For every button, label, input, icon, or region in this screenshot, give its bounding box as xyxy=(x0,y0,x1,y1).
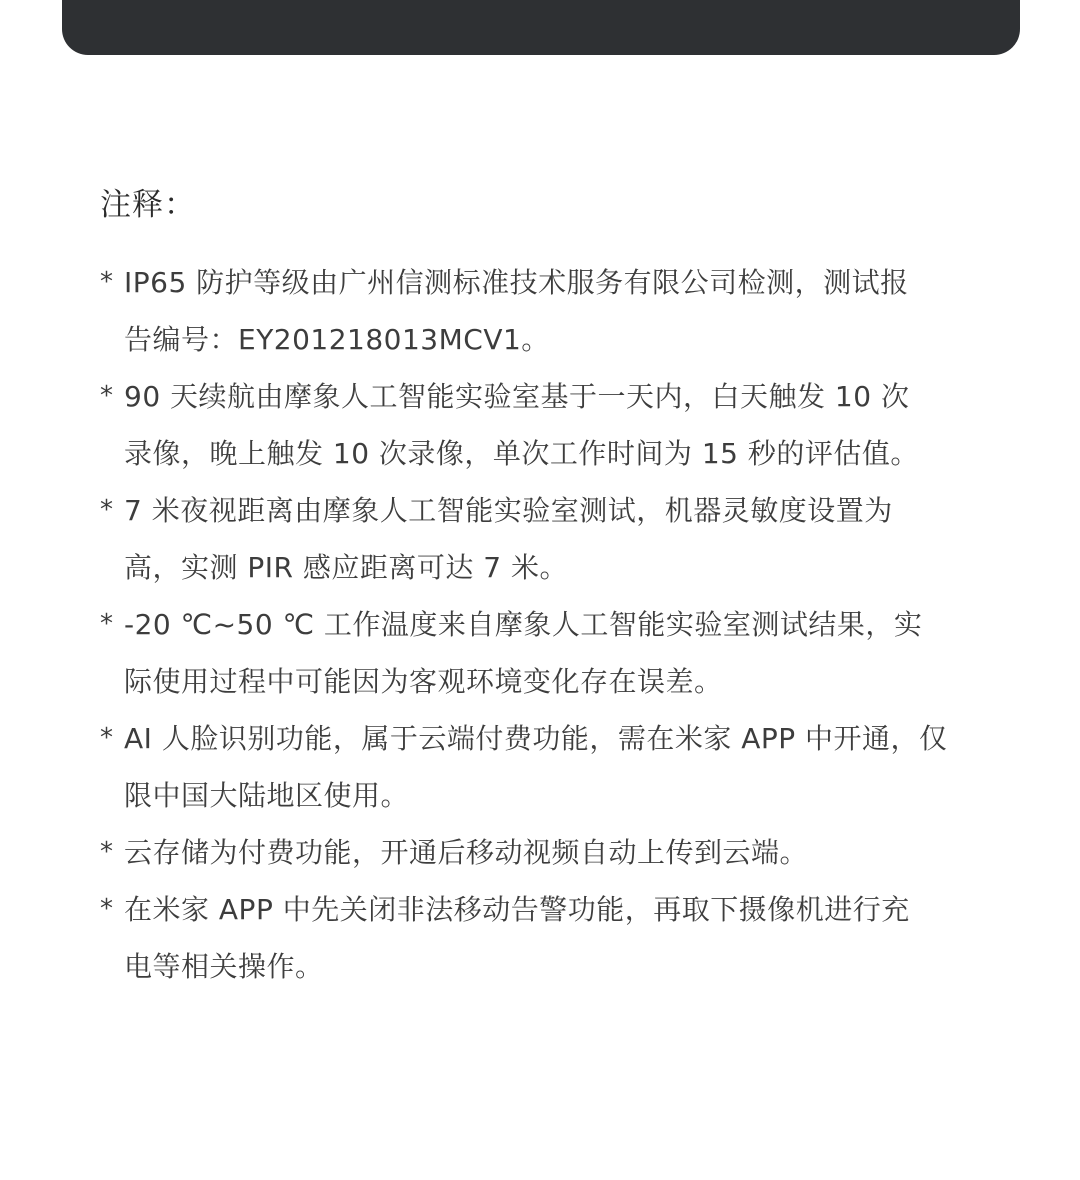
note-text: * 7 米夜视距离由摩象人工智能实验室测试，机器灵敏度设置为 高，实测 PIR 感应距离可达 7 米。 xyxy=(124,494,893,584)
note-text: * 在米家 APP 中先关闭非法移动告警功能，再取下摄像机进行充 电等相关操作。 xyxy=(124,893,910,983)
note-text: * -20 ℃~50 ℃ 工作温度来自摩象人工智能实验室测试结果，实 际使用过程中可能因为客观环境变化存在误差。 xyxy=(124,608,923,698)
note-item xyxy=(100,596,980,710)
note-item xyxy=(100,881,980,995)
notes-title: 注释： xyxy=(100,187,196,223)
note-item xyxy=(100,254,980,368)
notes-list xyxy=(100,254,980,995)
note-item xyxy=(100,824,980,881)
note-text: * AI 人脸识别功能，属于云端付费功能，需在米家 APP 中开通，仅 限中国大陆地区使用。 xyxy=(124,722,948,812)
top-dark-banner xyxy=(62,0,1020,55)
note-item xyxy=(100,710,980,824)
note-text: * 90 天续航由摩象人工智能实验室基于一天内，白天触发 10 次 录像，晚上触发 10 次录像，单次工作时间为 15 秒的评估值。 xyxy=(124,380,919,470)
note-item xyxy=(100,368,980,482)
note-item xyxy=(100,482,980,596)
note-text: * 云存储为付费功能，开通后移动视频自动上传到云端。 xyxy=(124,836,809,869)
notes-section xyxy=(100,180,980,995)
note-text: * IP65 防护等级由广州信测标准技术服务有限公司检测，测试报 告编号：EY201218013MCV1。 xyxy=(124,266,909,356)
